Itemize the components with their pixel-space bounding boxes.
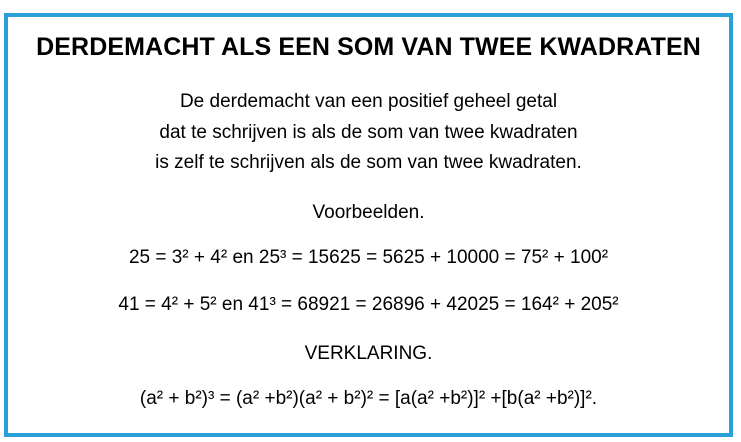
intro-line-3: is zelf te schrijven als de som van twee kwadraten. xyxy=(155,152,582,173)
examples-heading: Voorbeelden. xyxy=(312,202,425,223)
intro-line-1: De derdemacht van een positief geheel getal xyxy=(179,91,558,112)
explanation-heading: VERKLARING. xyxy=(304,343,433,364)
example-2: 41 = 4² + 5² en 41³ = 68921 = 26896 + 42025 = 164² + 205² xyxy=(118,294,619,315)
content-card xyxy=(4,13,733,437)
explanation-formula: (a² + b²)³ = (a² +b²)(a² + b²)² = [a(a² +b²)]² +[b(a² +b²)]². xyxy=(139,388,598,409)
page-title: DERDEMACHT ALS EEN SOM VAN TWEE KWADRATEN xyxy=(36,33,701,61)
intro-line-2: dat te schrijven is als de som van twee kwadraten xyxy=(159,122,578,143)
example-1: 25 = 3² + 4² en 25³ = 15625 = 5625 + 10000 = 75² + 100² xyxy=(128,247,609,268)
